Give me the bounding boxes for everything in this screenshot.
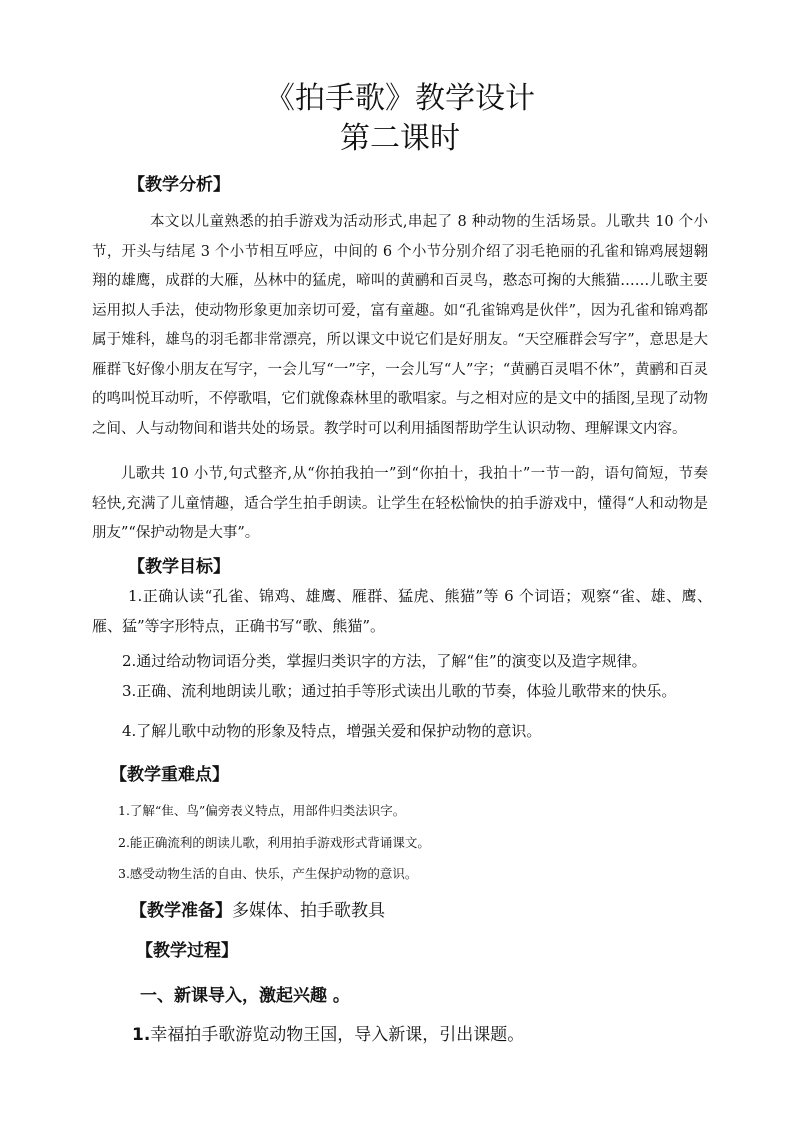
document-title: 《拍手歌》教学设计	[265, 81, 535, 116]
keypoints-heading: 【教学重难点】	[110, 765, 229, 785]
preparation-heading: 【教学准备】	[130, 901, 232, 921]
step-number: 1.	[132, 1025, 151, 1045]
keypoint-item-2: 2.能正确流利的朗读儿歌，利用拍手游戏形式背诵课文。	[118, 835, 430, 850]
goal-item-2: 2.通过给动物词语分类，掌握归类识字的方法，了解“隹”的演变以及造字规律。	[122, 652, 647, 670]
analysis-heading: 【教学分析】	[128, 175, 230, 195]
process-step-1	[132, 1022, 524, 1048]
preparation-line	[130, 898, 385, 924]
goals-heading: 【教学目标】	[128, 557, 230, 577]
process-section-1: 一、新课导入，激起兴趣 。	[140, 986, 350, 1006]
process-heading: 【教学过程】	[136, 941, 238, 961]
goal-item-3: 3.正确、流利地朗读儿歌；通过拍手等形式读出儿歌的节奏，体验儿歌带来的快乐。	[122, 682, 677, 700]
step-text: 幸福拍手歌游览动物王国，导入新课，引出课题。	[150, 1025, 525, 1045]
keypoint-item-3: 3.感受动物生活的自由、快乐，产生保护动物的意识。	[118, 866, 418, 881]
preparation-text: 多媒体、拍手歌教具	[232, 901, 385, 921]
document-subtitle: 第二课时	[340, 121, 460, 156]
goal-item-4: 4.了解儿歌中动物的形象及特点，增强关爱和保护动物的意识。	[122, 722, 542, 740]
goal-item-1: 1.正确认读“孔雀、锦鸡、雄鹰、雁群、猛虎、熊猫”等 6 个词语；观察“雀、雄、鹰、雁、猛”等字形特点，正确书写“歌、熊猫”。	[92, 587, 712, 635]
analysis-paragraph-1: 本文以儿童熟悉的拍手游戏为活动形式,串起了 8 种动物的生活场景。儿歌共 10 个小节，开头与结尾 3 个小节相互呼应，中间的 6 个小节分别介绍了羽毛艳丽的孔雀和锦鸡展翅翱翔的雄鹰，成群的大雁，丛林中的猛虎，啼叫的黄鹂和百灵鸟，憨态可掬的大熊猫……儿歌主要运用拟人手法，使动物形象更加亲切可爱，富有童趣。如“孔雀锦鸡是伙伴”，因为孔雀和锦鸡都属于雉科，雄鸟的羽毛都非常漂亮，所以课文中说它们是好朋友。“天空雁群会写字”，意思是大雁群飞好像小朋友在写字，一会儿写“一”字，一会儿写“人”字；“黄鹂百灵唱不休”，黄鹂和百灵的鸣叫悦耳动听，不停歌唱，它们就像森林里的歌唱家。与之相对应的是文中的插图,呈现了动物之间、人与动物间和谐共处的场景。教学时可以利用插图帮助学生认识动物、理解课文内容。	[92, 214, 708, 437]
keypoint-item-1: 1.了解“隹、鸟”偏旁表义特点，用部件归类法识字。	[118, 803, 406, 818]
analysis-paragraph-2: 儿歌共 10 小节,句式整齐,从“你拍我拍一”到“你拍十，我拍十”一节一韵，语句简短，节奏轻快,充满了儿童情趣，适合学生拍手朗读。让学生在轻松愉快的拍手游戏中，懂得“人和动物是朋友”“保护动物是大事”。	[92, 466, 708, 541]
